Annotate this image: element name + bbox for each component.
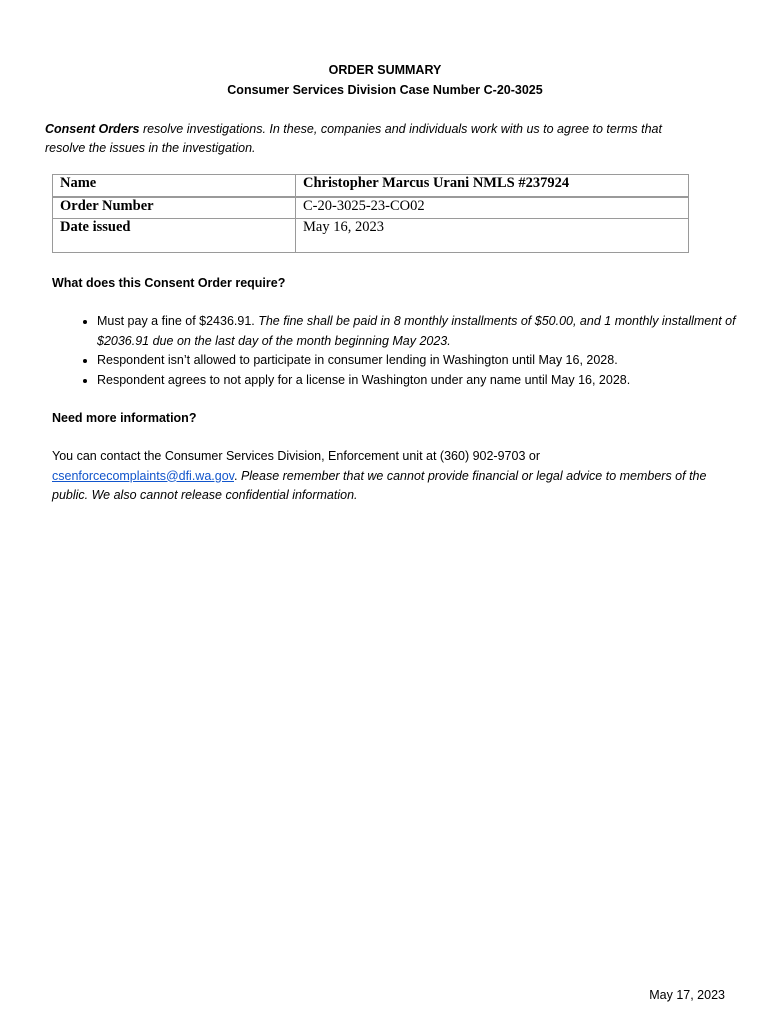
intro-bold-term: Consent Orders [45,122,140,136]
name-value: Christopher Marcus Urani NMLS #237924 [296,175,689,198]
order-info-table [52,174,689,253]
more-info-heading: Need more information? [52,411,197,425]
intro-paragraph [45,120,735,158]
intro-text-line1: resolve investigations. In these, companies and individuals work with us to agree to terms that [139,122,662,136]
table-row [53,197,689,219]
date-issued-value: May 16, 2023 [296,219,689,253]
disclaimer-text: Please remember that we cannot provide financial or legal advice to members of the public. We also cannot release confidential information. [52,468,707,502]
fine-amount-text: Must pay a fine of $2436.91. [97,314,259,328]
list-item [97,312,757,351]
page-title: ORDER SUMMARY [328,63,442,77]
order-number-value: C-20-3025-23-CO02 [296,197,689,219]
list-item: • Respondent agrees to not apply for a license in Washington under any name until May 16, 2028. [97,371,757,391]
footer-date: May 17, 2023 [649,988,725,1002]
table-row [53,219,689,253]
requirements-heading: What does this Consent Order require? [52,276,286,290]
date-issued-label: Date issued [53,219,296,253]
contact-text: You can contact the Consumer Services Division, Enforcement unit at (360) 902-9703 or [52,449,540,463]
list-item: • Respondent isn’t allowed to participate in consumer lending in Washington until May 16, 2028. [97,351,757,371]
intro-text-line2: resolve the issues in the investigation. [45,141,256,155]
email-link[interactable]: csenforcecomplaints@dfi.wa.gov [52,468,234,483]
installment-text: The fine shall be paid in 8 monthly installments of $50.00, and 1 monthly installment of $2036.91 due on the last day of the month beginning May 2023. [97,314,736,348]
requirements-list [52,312,757,390]
contact-paragraph [52,447,722,506]
table-row [53,175,689,198]
name-label: Name [53,175,296,198]
order-number-label: Order Number [53,197,296,219]
email-trailing-text: . [233,468,241,483]
case-number-subtitle: Consumer Services Division Case Number C-20-3025 [227,83,543,97]
